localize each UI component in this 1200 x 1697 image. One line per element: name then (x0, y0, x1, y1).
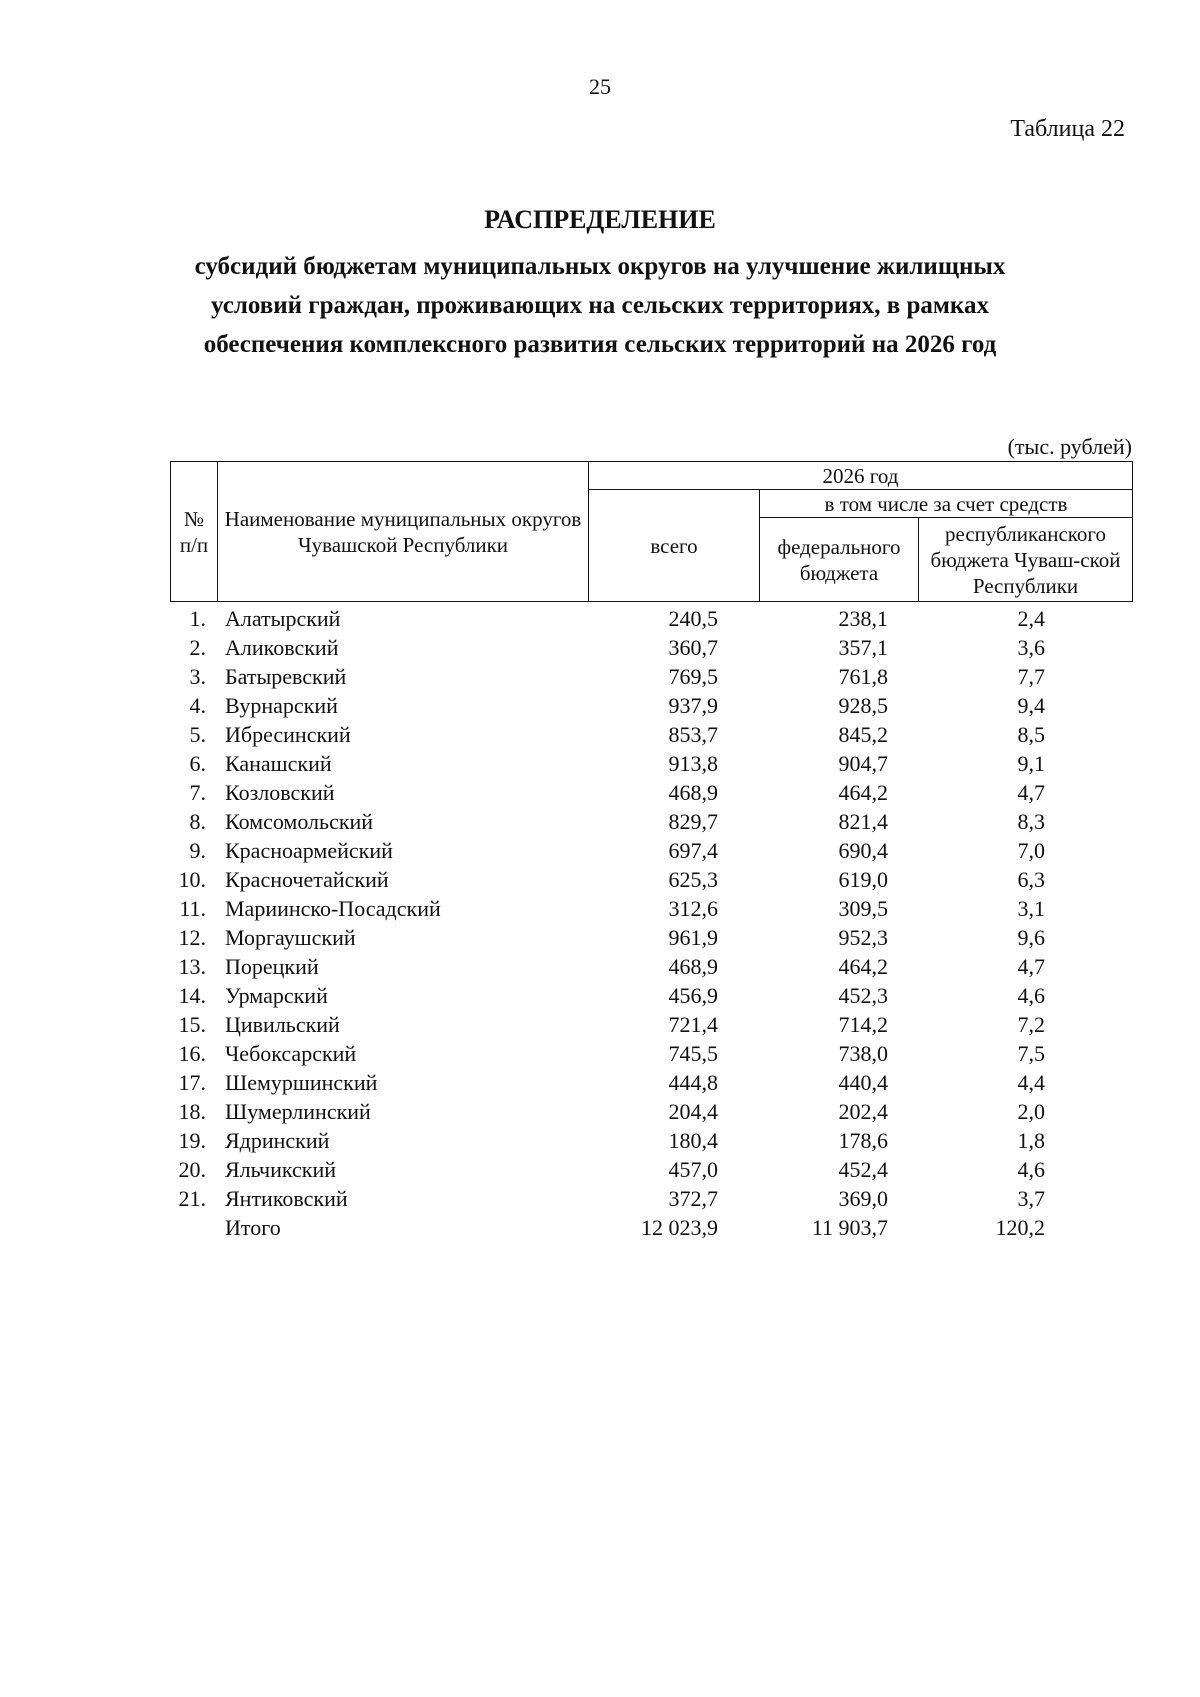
row-name: Итого (225, 1215, 281, 1240)
row-republican: 120,2 (995, 1215, 1045, 1240)
table-row (170, 1097, 1130, 1126)
row-name: Цивильский (225, 1012, 340, 1037)
row-number: 13. (178, 954, 206, 979)
row-name: Канашский (225, 751, 332, 776)
row-total: 468,9 (668, 954, 718, 979)
table-row (170, 894, 1130, 923)
row-number: 11. (179, 896, 206, 921)
row-federal: 761,8 (838, 664, 888, 689)
row-total: 769,5 (668, 664, 718, 689)
row-republican: 9,4 (1017, 693, 1045, 718)
table-row (170, 865, 1130, 894)
row-federal: 11 903,7 (811, 1215, 888, 1240)
header-name: Наименование муниципальных округов Чувашской Республики (218, 462, 589, 602)
row-republican: 1,8 (1017, 1128, 1045, 1153)
row-number: 18. (178, 1099, 206, 1124)
row-name: Чебоксарский (225, 1041, 357, 1066)
row-name: Урмарский (225, 983, 328, 1008)
row-number: 2. (189, 635, 206, 660)
row-federal: 738,0 (838, 1041, 888, 1066)
row-republican: 3,7 (1017, 1186, 1045, 1211)
table-row (170, 1068, 1130, 1097)
units-label: (тыс. рублей) (1007, 434, 1132, 459)
row-name: Ядринский (225, 1128, 330, 1153)
row-name: Алатырский (225, 606, 341, 631)
table-row (170, 720, 1130, 749)
table-row (170, 662, 1130, 691)
row-number: 16. (178, 1041, 206, 1066)
row-name: Моргаушский (225, 925, 356, 950)
header-federal: федерального бюджета (760, 518, 919, 602)
table-row (170, 691, 1130, 720)
header-year: 2026 год (589, 462, 1133, 490)
row-number: 4. (189, 693, 206, 718)
row-number: 8. (189, 809, 206, 834)
table-row (170, 1184, 1130, 1213)
row-federal: 952,3 (838, 925, 888, 950)
row-name: Ибресинский (225, 722, 351, 747)
row-republican: 9,6 (1017, 925, 1045, 950)
row-republican: 3,1 (1017, 896, 1045, 921)
row-republican: 4,4 (1017, 1070, 1045, 1095)
document-title: РАСПРЕДЕЛЕНИЕ (484, 205, 716, 234)
total-row (170, 1213, 1130, 1242)
row-republican: 6,3 (1017, 867, 1045, 892)
row-total: 961,9 (668, 925, 718, 950)
row-name: Аликовский (225, 635, 339, 660)
row-total: 468,9 (668, 780, 718, 805)
row-republican: 4,6 (1017, 983, 1045, 1008)
row-total: 721,4 (668, 1012, 718, 1037)
row-number: 12. (178, 925, 206, 950)
table-header (170, 461, 1133, 602)
row-total: 745,5 (668, 1041, 718, 1066)
row-total: 625,3 (668, 867, 718, 892)
row-federal: 904,7 (838, 751, 888, 776)
row-number: 6. (189, 751, 206, 776)
row-total: 444,8 (668, 1070, 718, 1095)
row-name: Красночетайский (225, 867, 389, 892)
row-name: Козловский (225, 780, 335, 805)
row-name: Батыревский (225, 664, 347, 689)
row-republican: 4,7 (1017, 780, 1045, 805)
row-federal: 440,4 (838, 1070, 888, 1095)
row-total: 240,5 (668, 606, 718, 631)
row-republican: 7,5 (1017, 1041, 1045, 1066)
header-num: № п/п (171, 462, 218, 602)
row-federal: 309,5 (838, 896, 888, 921)
row-total: 372,7 (668, 1186, 718, 1211)
row-federal: 690,4 (838, 838, 888, 863)
table-label: Таблица 22 (1010, 116, 1125, 142)
row-federal: 369,0 (838, 1186, 888, 1211)
row-total: 456,9 (668, 983, 718, 1008)
row-republican: 8,5 (1017, 722, 1045, 747)
row-name: Мариинско-Посадский (225, 896, 441, 921)
row-number: 15. (178, 1012, 206, 1037)
row-total: 360,7 (668, 635, 718, 660)
table-row (170, 749, 1130, 778)
row-republican: 4,7 (1017, 954, 1045, 979)
table-row (170, 1155, 1130, 1184)
header-total: всего (589, 490, 760, 602)
row-federal: 821,4 (838, 809, 888, 834)
row-total: 697,4 (668, 838, 718, 863)
row-republican: 7,0 (1017, 838, 1045, 863)
table-row (170, 1126, 1130, 1155)
row-name: Шемуршинский (225, 1070, 378, 1095)
row-number: 21. (178, 1186, 206, 1211)
row-federal: 452,4 (838, 1157, 888, 1182)
row-total: 913,8 (668, 751, 718, 776)
row-number: 3. (189, 664, 206, 689)
row-number: 20. (178, 1157, 206, 1182)
table-body (170, 604, 1130, 1242)
row-number: 19. (178, 1128, 206, 1153)
table-row (170, 633, 1130, 662)
row-federal: 202,4 (838, 1099, 888, 1124)
row-republican: 7,7 (1017, 664, 1045, 689)
row-total: 12 023,9 (641, 1215, 718, 1240)
row-number: 17. (178, 1070, 206, 1095)
row-republican: 2,4 (1017, 606, 1045, 631)
table-row (170, 981, 1130, 1010)
table-row (170, 952, 1130, 981)
row-federal: 845,2 (838, 722, 888, 747)
header-including: в том числе за счет средств (760, 490, 1133, 518)
table-row (170, 1039, 1130, 1068)
row-republican: 4,6 (1017, 1157, 1045, 1182)
document-subtitle: субсидий бюджетам муниципальных округов на улучшение жилищных условий граждан, проживающих на сельских территориях, в рамках обеспечения комплексного развития сельских территорий на 2026 год (194, 253, 1006, 358)
row-total: 937,9 (668, 693, 718, 718)
row-total: 312,6 (668, 896, 718, 921)
row-federal: 464,2 (838, 780, 888, 805)
row-number: 10. (178, 867, 206, 892)
row-total: 457,0 (668, 1157, 718, 1182)
row-name: Янтиковский (225, 1186, 348, 1211)
row-name: Шумерлинский (225, 1099, 371, 1124)
row-republican: 7,2 (1017, 1012, 1045, 1037)
row-republican: 3,6 (1017, 635, 1045, 660)
row-total: 853,7 (668, 722, 718, 747)
row-federal: 178,6 (838, 1128, 888, 1153)
table-row (170, 807, 1130, 836)
row-total: 204,4 (668, 1099, 718, 1124)
row-total: 180,4 (668, 1128, 718, 1153)
row-number: 5. (189, 722, 206, 747)
page-number: 25 (589, 74, 611, 99)
row-republican: 8,3 (1017, 809, 1045, 834)
row-number: 7. (189, 780, 206, 805)
table-row (170, 923, 1130, 952)
row-federal: 464,2 (838, 954, 888, 979)
row-name: Яльчикский (225, 1157, 336, 1182)
table-row (170, 836, 1130, 865)
row-name: Порецкий (225, 954, 319, 979)
row-federal: 928,5 (838, 693, 888, 718)
row-federal: 714,2 (838, 1012, 888, 1037)
row-name: Вурнарский (225, 693, 338, 718)
row-name: Комсомольский (225, 809, 374, 834)
row-number: 1. (189, 606, 206, 631)
table-row (170, 778, 1130, 807)
table-row (170, 604, 1130, 633)
row-federal: 619,0 (838, 867, 888, 892)
table-row (170, 1010, 1130, 1039)
row-republican: 9,1 (1017, 751, 1045, 776)
row-federal: 238,1 (838, 606, 888, 631)
row-federal: 357,1 (838, 635, 888, 660)
row-name: Красноармейский (225, 838, 393, 863)
row-republican: 2,0 (1017, 1099, 1045, 1124)
row-number: 9. (189, 838, 206, 863)
header-republican: республиканского бюджета Чуваш-ской Республики (919, 518, 1133, 602)
row-number: 14. (178, 983, 206, 1008)
row-total: 829,7 (668, 809, 718, 834)
row-federal: 452,3 (838, 983, 888, 1008)
